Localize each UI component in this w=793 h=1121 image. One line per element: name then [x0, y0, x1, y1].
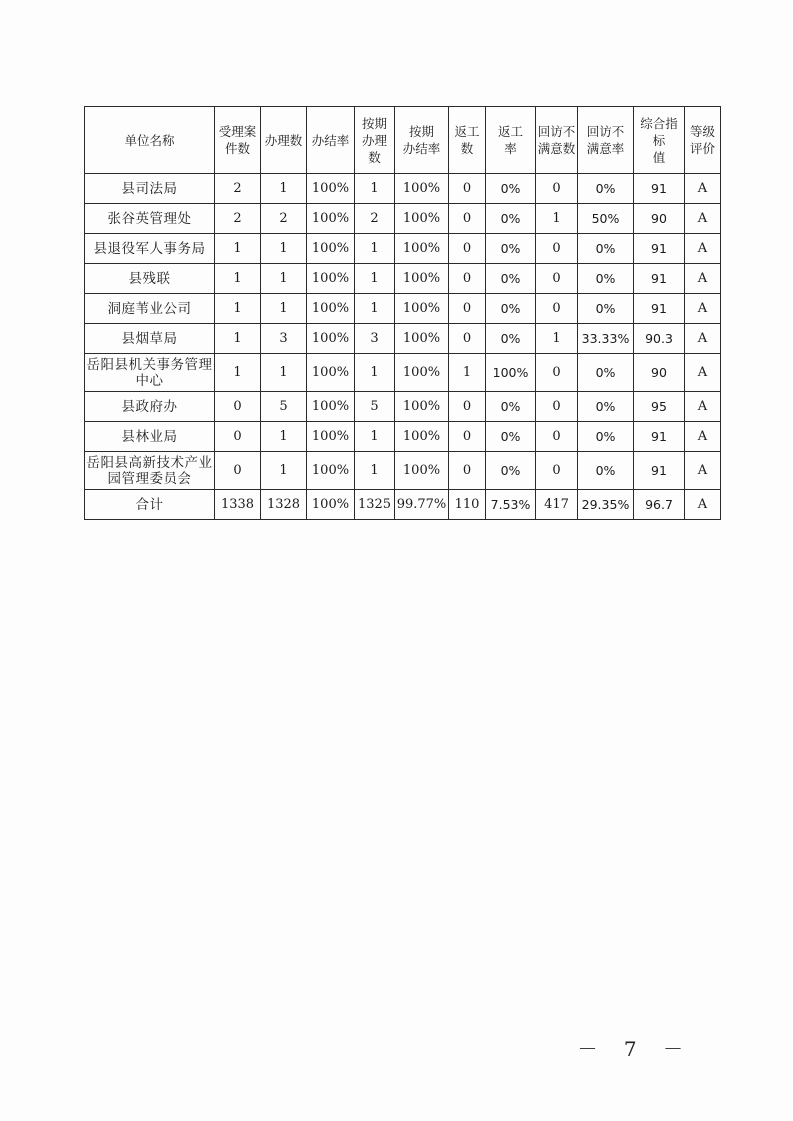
cell-accepted-cases: 2	[215, 174, 261, 204]
cell-dissatisfied-rate: 0%	[578, 392, 634, 422]
cell-rework-count: 0	[449, 204, 486, 234]
cell-on-time-rate: 100%	[395, 264, 449, 294]
header-on-time-rate-line1: 按期	[408, 124, 434, 139]
cell-handled: 1	[261, 422, 307, 452]
cell-dissatisfied-count: 417	[536, 490, 578, 520]
cell-composite-index: 90	[634, 204, 685, 234]
header-grade-line1: 等级	[689, 124, 715, 139]
table-header-row	[85, 107, 721, 174]
cell-dissatisfied-count: 0	[536, 422, 578, 452]
cell-dissatisfied-rate: 0%	[578, 174, 634, 204]
cell-on-time-rate: 100%	[395, 204, 449, 234]
cell-rework-count: 0	[449, 392, 486, 422]
cell-unit-name: 县烟草局	[85, 324, 215, 354]
cell-grade: A	[685, 174, 721, 204]
cell-accepted-cases: 2	[215, 204, 261, 234]
cell-composite-index: 91	[634, 422, 685, 452]
cell-rework-count: 110	[449, 490, 486, 520]
cell-dissatisfied-count: 0	[536, 294, 578, 324]
table-row	[85, 392, 721, 422]
cell-handled: 1	[261, 294, 307, 324]
cell-on-time-rate: 100%	[395, 234, 449, 264]
cell-grade: A	[685, 294, 721, 324]
header-composite-index-line2: 值	[652, 149, 666, 165]
cell-dissatisfied-count: 0	[536, 392, 578, 422]
cell-unit-name: 县司法局	[85, 174, 215, 204]
cell-dissatisfied-count: 0	[536, 174, 578, 204]
cell-on-time-rate: 100%	[395, 294, 449, 324]
cell-composite-index: 96.7	[634, 490, 685, 520]
cell-composite-index: 91	[634, 234, 685, 264]
header-on-time-rate	[395, 107, 449, 174]
header-accepted-cases-line2: 件数	[224, 141, 250, 156]
cell-handled: 1	[261, 234, 307, 264]
cell-completion-rate: 100%	[307, 204, 355, 234]
cell-on-time-rate: 100%	[395, 174, 449, 204]
header-rework-rate-line2: 率	[504, 141, 517, 156]
cell-dissatisfied-count: 1	[536, 204, 578, 234]
cell-on-time-rate: 100%	[395, 354, 449, 392]
table-body	[85, 174, 721, 520]
cell-grade: A	[685, 204, 721, 234]
table-total-row	[85, 490, 721, 520]
cell-completion-rate: 100%	[307, 452, 355, 490]
cell-composite-index: 91	[634, 264, 685, 294]
cell-completion-rate: 100%	[307, 264, 355, 294]
cell-dissatisfied-rate: 29.35%	[578, 490, 634, 520]
header-accepted-cases	[215, 107, 261, 174]
cell-dissatisfied-rate: 0%	[578, 234, 634, 264]
cell-accepted-cases: 0	[215, 452, 261, 490]
cell-rework-count: 0	[449, 234, 486, 264]
cell-rework-rate: 0%	[486, 204, 536, 234]
cell-dissatisfied-rate: 0%	[578, 264, 634, 294]
cell-dissatisfied-rate: 0%	[578, 452, 634, 490]
cell-on-time-handled: 1	[355, 452, 395, 490]
cell-on-time-handled: 2	[355, 204, 395, 234]
cell-unit-name: 县政府办	[85, 392, 215, 422]
cell-completion-rate: 100%	[307, 422, 355, 452]
cell-accepted-cases: 1338	[215, 490, 261, 520]
cell-composite-index: 90.3	[634, 324, 685, 354]
cell-accepted-cases: 1	[215, 354, 261, 392]
table-row	[85, 234, 721, 264]
header-on-time-handled	[355, 107, 395, 174]
evaluation-table	[84, 106, 721, 520]
cell-on-time-handled: 1	[355, 354, 395, 392]
cell-grade: A	[685, 490, 721, 520]
cell-unit-name: 洞庭苇业公司	[85, 294, 215, 324]
cell-rework-count: 0	[449, 422, 486, 452]
cell-dissatisfied-rate: 33.33%	[578, 324, 634, 354]
cell-on-time-handled: 5	[355, 392, 395, 422]
cell-dissatisfied-rate: 0%	[578, 354, 634, 392]
cell-rework-count: 0	[449, 264, 486, 294]
header-handled: 办理数	[261, 107, 307, 174]
cell-dissatisfied-rate: 50%	[578, 204, 634, 234]
table-row	[85, 264, 721, 294]
cell-handled: 5	[261, 392, 307, 422]
cell-rework-rate: 100%	[486, 354, 536, 392]
cell-rework-rate: 0%	[486, 294, 536, 324]
cell-completion-rate: 100%	[307, 234, 355, 264]
cell-on-time-rate: 100%	[395, 392, 449, 422]
cell-completion-rate: 100%	[307, 490, 355, 520]
cell-rework-count: 1	[449, 354, 486, 392]
header-dissatisfied-count	[536, 107, 578, 174]
cell-handled: 1	[261, 174, 307, 204]
cell-on-time-rate: 100%	[395, 452, 449, 490]
cell-completion-rate: 100%	[307, 354, 355, 392]
header-rework-rate-line1: 返工	[497, 124, 523, 139]
header-grade	[685, 107, 721, 174]
cell-dissatisfied-count: 0	[536, 354, 578, 392]
cell-dissatisfied-count: 0	[536, 234, 578, 264]
cell-grade: A	[685, 354, 721, 392]
cell-rework-rate: 0%	[486, 324, 536, 354]
header-composite-index	[634, 107, 685, 174]
cell-accepted-cases: 0	[215, 422, 261, 452]
cell-unit-name: 县退役军人事务局	[85, 234, 215, 264]
cell-grade: A	[685, 234, 721, 264]
cell-grade: A	[685, 422, 721, 452]
cell-composite-index: 91	[634, 174, 685, 204]
table-row	[85, 452, 721, 490]
header-unit-name: 单位名称	[85, 107, 215, 174]
cell-handled: 1	[261, 452, 307, 490]
cell-unit-name: 县残联	[85, 264, 215, 294]
header-on-time-handled-line1: 按期	[361, 115, 387, 131]
cell-completion-rate: 100%	[307, 392, 355, 422]
cell-unit-name: 岳阳县高新技术产业园管理委员会	[85, 452, 215, 490]
header-rework-count-line2: 数	[460, 141, 474, 156]
cell-unit-name: 合计	[85, 490, 215, 520]
cell-rework-rate: 7.53%	[486, 490, 536, 520]
header-rework-rate	[486, 107, 536, 174]
cell-handled: 2	[261, 204, 307, 234]
table-row	[85, 174, 721, 204]
cell-rework-rate: 0%	[486, 422, 536, 452]
table-row	[85, 204, 721, 234]
cell-composite-index: 91	[634, 294, 685, 324]
header-rework-count-line1: 返工	[454, 124, 480, 139]
table-row	[85, 354, 721, 392]
cell-on-time-handled: 1	[355, 234, 395, 264]
header-composite-index-line1: 综合指标	[640, 115, 678, 148]
cell-rework-rate: 0%	[486, 264, 536, 294]
header-accepted-cases-line1: 受理案	[218, 124, 257, 139]
cell-composite-index: 90	[634, 354, 685, 392]
header-dissatisfied-count-line2: 满意数	[537, 141, 576, 156]
cell-dissatisfied-rate: 0%	[578, 422, 634, 452]
cell-dissatisfied-rate: 0%	[578, 294, 634, 324]
header-dissatisfied-rate-line2: 满意率	[586, 141, 625, 156]
cell-grade: A	[685, 452, 721, 490]
cell-completion-rate: 100%	[307, 324, 355, 354]
table-row	[85, 422, 721, 452]
cell-on-time-rate: 100%	[395, 324, 449, 354]
cell-unit-name: 岳阳县机关事务管理中心	[85, 354, 215, 392]
header-completion-rate: 办结率	[307, 107, 355, 174]
cell-unit-name: 张谷英管理处	[85, 204, 215, 234]
header-rework-count	[449, 107, 486, 174]
cell-grade: A	[685, 264, 721, 294]
header-dissatisfied-count-line1: 回访不	[537, 124, 576, 139]
page-number: － 7 －	[577, 1037, 693, 1061]
cell-rework-count: 0	[449, 174, 486, 204]
cell-on-time-handled: 1	[355, 264, 395, 294]
cell-grade: A	[685, 324, 721, 354]
header-on-time-rate-line2: 办结率	[402, 141, 441, 156]
table-row	[85, 324, 721, 354]
cell-completion-rate: 100%	[307, 294, 355, 324]
header-grade-line2: 评价	[689, 141, 715, 156]
cell-accepted-cases: 0	[215, 392, 261, 422]
cell-accepted-cases: 1	[215, 324, 261, 354]
cell-dissatisfied-count: 1	[536, 324, 578, 354]
cell-accepted-cases: 1	[215, 294, 261, 324]
cell-rework-rate: 0%	[486, 174, 536, 204]
cell-dissatisfied-count: 0	[536, 264, 578, 294]
cell-on-time-rate: 99.77%	[395, 490, 449, 520]
header-on-time-handled-line3: 数	[368, 149, 381, 165]
cell-handled: 1	[261, 354, 307, 392]
header-dissatisfied-rate	[578, 107, 634, 174]
header-on-time-handled-line2: 办理	[361, 132, 387, 148]
cell-handled: 1328	[261, 490, 307, 520]
cell-handled: 3	[261, 324, 307, 354]
cell-dissatisfied-count: 0	[536, 452, 578, 490]
cell-on-time-handled: 1	[355, 294, 395, 324]
cell-on-time-handled: 1	[355, 422, 395, 452]
cell-rework-count: 0	[449, 324, 486, 354]
cell-completion-rate: 100%	[307, 174, 355, 204]
cell-rework-rate: 0%	[486, 452, 536, 490]
cell-on-time-handled: 3	[355, 324, 395, 354]
cell-on-time-rate: 100%	[395, 422, 449, 452]
cell-rework-count: 0	[449, 452, 486, 490]
table-row	[85, 294, 721, 324]
cell-handled: 1	[261, 264, 307, 294]
cell-rework-rate: 0%	[486, 392, 536, 422]
cell-composite-index: 95	[634, 392, 685, 422]
header-dissatisfied-rate-line1: 回访不	[586, 124, 625, 139]
cell-grade: A	[685, 392, 721, 422]
cell-accepted-cases: 1	[215, 264, 261, 294]
cell-on-time-handled: 1	[355, 174, 395, 204]
cell-on-time-handled: 1325	[355, 490, 395, 520]
cell-rework-count: 0	[449, 294, 486, 324]
cell-accepted-cases: 1	[215, 234, 261, 264]
cell-unit-name: 县林业局	[85, 422, 215, 452]
cell-rework-rate: 0%	[486, 234, 536, 264]
cell-composite-index: 91	[634, 452, 685, 490]
